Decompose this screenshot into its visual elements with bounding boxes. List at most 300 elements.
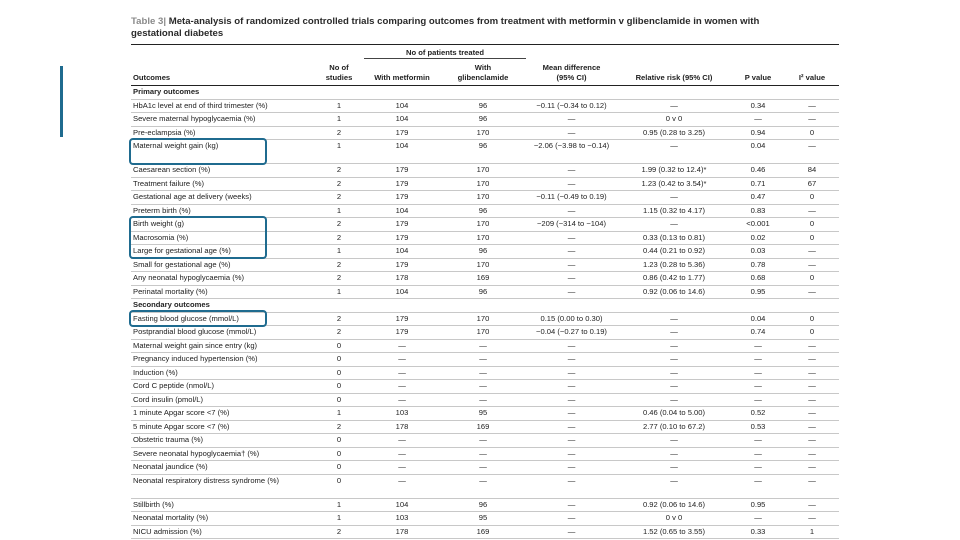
cell-with-glibenclamide: 95 [440,512,526,526]
cell-relative-risk: 0.44 (0.21 to 0.92) [617,245,731,259]
cell-with-metformin: 104 [364,285,440,299]
cell-outcomes: Small for gestational age (%) [131,258,314,272]
cell-outcomes: Secondary outcomes [131,299,314,313]
cell-with-glibenclamide: — [440,353,526,367]
cell-with-glibenclamide: 170 [440,218,526,232]
cell-with-glibenclamide: 169 [440,420,526,434]
cell-p-value: 0.34 [731,99,785,113]
cell-p-value: — [731,393,785,407]
table-row [131,113,839,127]
cell-with-metformin: 178 [364,420,440,434]
cell-outcomes: NICU admission (%) [131,525,314,539]
cell-outcomes: Treatment failure (%) [131,177,314,191]
cell-with-glibenclamide: 170 [440,312,526,326]
cell-with-metformin: 179 [364,312,440,326]
cell-relative-risk: 1.23 (0.28 to 5.36) [617,258,731,272]
cell-outcomes: Any neonatal hypoglycaemia (%) [131,272,314,286]
cell-p-value: 0.83 [731,204,785,218]
cell-mean-difference: — [526,245,617,259]
cell-with-metformin: — [364,380,440,394]
cell-with-metformin: — [364,474,440,498]
cell-outcomes: Neonatal respiratory distress syndrome (%) [131,474,314,498]
cell-mean-difference: — [526,434,617,448]
table-row [131,393,839,407]
cell-with-glibenclamide: 170 [440,177,526,191]
cell-p-value: 0.04 [731,312,785,326]
cell-mean-difference: — [526,258,617,272]
cell-outcomes: Severe neonatal hypoglycaemia† (%) [131,447,314,461]
cell-i2-value: — [785,474,839,498]
cell-p-value: 0.94 [731,126,785,140]
cell-with-metformin: 179 [364,191,440,205]
cell-p-value: <0.001 [731,218,785,232]
cell-with-glibenclamide: — [440,380,526,394]
cell-relative-risk: — [617,434,731,448]
cell-relative-risk: — [617,366,731,380]
cell-relative-risk: — [617,312,731,326]
cell-no-of-studies: 0 [314,339,364,353]
cell-p-value: 0.68 [731,272,785,286]
cell-no-of-studies: 2 [314,326,364,340]
cell-outcomes: Primary outcomes [131,86,314,100]
table-row [131,525,839,539]
cell-i2-value: — [785,113,839,127]
cell-outcomes: Maternal weight gain since entry (kg) [131,339,314,353]
cell-outcomes: Cord C peptide (nmol/L) [131,380,314,394]
cell-outcomes: Gestational age at delivery (weeks) [131,191,314,205]
cell-mean-difference [526,86,617,100]
cell-no-of-studies: 0 [314,474,364,498]
cell-outcomes: Postprandial blood glucose (mmol/L) [131,326,314,340]
table-row [131,326,839,340]
cell-with-glibenclamide: 96 [440,204,526,218]
table-row [131,366,839,380]
cell-no-of-studies: 2 [314,164,364,178]
cell-p-value: 0.03 [731,245,785,259]
column-header-i2-value: I² value [785,59,839,86]
cell-no-of-studies [314,86,364,100]
table-row [131,177,839,191]
cell-outcomes: Obstetric trauma (%) [131,434,314,448]
cell-i2-value: 1 [785,525,839,539]
cell-no-of-studies [314,299,364,313]
cell-with-metformin: 104 [364,99,440,113]
cell-no-of-studies: 0 [314,353,364,367]
table-row [131,164,839,178]
cell-no-of-studies: 0 [314,366,364,380]
cell-relative-risk: 0 v 0 [617,512,731,526]
cell-outcomes: Maternal weight gain (kg) [131,140,314,164]
cell-mean-difference: — [526,461,617,475]
cell-with-metformin: 179 [364,126,440,140]
cell-with-glibenclamide: 170 [440,326,526,340]
cell-no-of-studies: 0 [314,461,364,475]
meta-analysis-table [131,44,839,539]
cell-outcomes: Pregnancy induced hypertension (%) [131,353,314,367]
cell-mean-difference: 0.15 (0.00 to 0.30) [526,312,617,326]
cell-mean-difference: −0.04 (−0.27 to 0.19) [526,326,617,340]
cell-p-value: 0.78 [731,258,785,272]
cell-with-glibenclamide: 96 [440,498,526,512]
cell-i2-value: 0 [785,326,839,340]
cell-relative-risk: 1.15 (0.32 to 4.17) [617,204,731,218]
cell-p-value: 0.52 [731,407,785,421]
cell-outcomes: Perinatal mortality (%) [131,285,314,299]
cell-no-of-studies: 2 [314,231,364,245]
cell-p-value: — [731,512,785,526]
cell-with-glibenclamide: 170 [440,164,526,178]
cell-i2-value: 0 [785,312,839,326]
cell-mean-difference: — [526,113,617,127]
cell-with-metformin: 104 [364,498,440,512]
cell-mean-difference: — [526,474,617,498]
cell-relative-risk: 0 v 0 [617,113,731,127]
table-row [131,447,839,461]
cell-outcomes: Neonatal jaundice (%) [131,461,314,475]
section-header-row [131,86,839,100]
cell-mean-difference: −0.11 (−0.49 to 0.19) [526,191,617,205]
cell-p-value: — [731,113,785,127]
cell-with-glibenclamide: 170 [440,231,526,245]
cell-p-value: 0.04 [731,140,785,164]
cell-outcomes: Induction (%) [131,366,314,380]
cell-with-metformin [364,299,440,313]
cell-mean-difference: −209 (−314 to −104) [526,218,617,232]
cell-no-of-studies: 0 [314,447,364,461]
cell-with-glibenclamide: — [440,434,526,448]
table-row [131,218,839,232]
cell-relative-risk: 1.23 (0.42 to 3.54)* [617,177,731,191]
cell-outcomes: 5 minute Apgar score <7 (%) [131,420,314,434]
cell-p-value: 0.47 [731,191,785,205]
cell-with-metformin: — [364,393,440,407]
cell-with-glibenclamide: 170 [440,126,526,140]
cell-no-of-studies: 1 [314,113,364,127]
cell-with-metformin: 103 [364,512,440,526]
cell-with-glibenclamide: 96 [440,113,526,127]
cell-with-glibenclamide: 95 [440,407,526,421]
cell-relative-risk: 0.33 (0.13 to 0.81) [617,231,731,245]
table-row [131,312,839,326]
cell-no-of-studies: 2 [314,191,364,205]
cell-outcomes: 1 minute Apgar score <7 (%) [131,407,314,421]
cell-with-metformin: 179 [364,218,440,232]
cell-outcomes: Stillbirth (%) [131,498,314,512]
table-title [131,16,846,40]
title-line-1: Meta-analysis of randomized controlled trials comparing outcomes from treatment with metformin v glibenclamide in women with [166,16,760,27]
table-row [131,272,839,286]
cell-relative-risk: 0.92 (0.06 to 14.6) [617,498,731,512]
cell-mean-difference: — [526,177,617,191]
cell-i2-value [785,86,839,100]
column-header-relative-risk: Relative risk (95% CI) [617,59,731,86]
cell-with-glibenclamide: — [440,366,526,380]
cell-no-of-studies: 2 [314,525,364,539]
cell-p-value [731,299,785,313]
cell-p-value: 0.46 [731,164,785,178]
cell-with-glibenclamide: — [440,339,526,353]
cell-i2-value: — [785,420,839,434]
cell-outcomes: Macrosomia (%) [131,231,314,245]
cell-no-of-studies: 2 [314,312,364,326]
cell-mean-difference: — [526,164,617,178]
cell-no-of-studies: 2 [314,126,364,140]
cell-no-of-studies: 0 [314,380,364,394]
cell-p-value: 0.33 [731,525,785,539]
column-header-no-of-studies: No of studies [314,59,364,86]
cell-with-glibenclamide [440,299,526,313]
table-row [131,258,839,272]
cell-with-metformin: — [364,366,440,380]
column-header-p-value: P value [731,59,785,86]
cell-relative-risk: 2.77 (0.10 to 67.2) [617,420,731,434]
cell-i2-value: 0 [785,231,839,245]
cell-p-value: — [731,353,785,367]
cell-with-metformin: 179 [364,231,440,245]
cell-mean-difference: — [526,126,617,140]
cell-p-value [731,86,785,100]
section-header-row [131,299,839,313]
cell-with-glibenclamide: 96 [440,140,526,164]
cell-mean-difference: — [526,525,617,539]
cell-p-value: — [731,474,785,498]
cell-relative-risk: — [617,339,731,353]
cell-with-metformin: 104 [364,140,440,164]
cell-with-metformin: 178 [364,272,440,286]
column-header-with-metformin: With metformin [364,59,440,86]
cell-relative-risk: — [617,380,731,394]
cell-i2-value: — [785,461,839,475]
cell-no-of-studies: 1 [314,512,364,526]
cell-relative-risk [617,299,731,313]
cell-mean-difference: −0.11 (−0.34 to 0.12) [526,99,617,113]
cell-relative-risk: — [617,140,731,164]
group-header: No of patients treated [364,45,526,59]
cell-relative-risk: — [617,218,731,232]
cell-with-glibenclamide: 96 [440,99,526,113]
cell-p-value: — [731,434,785,448]
cell-relative-risk: — [617,474,731,498]
cell-with-metformin [364,86,440,100]
cell-relative-risk: 0.86 (0.42 to 1.77) [617,272,731,286]
cell-with-metformin: — [364,434,440,448]
cell-no-of-studies: 1 [314,140,364,164]
table-label: Table 3| [131,16,167,27]
cell-no-of-studies: 2 [314,177,364,191]
cell-with-metformin: 179 [364,177,440,191]
cell-i2-value: — [785,407,839,421]
cell-i2-value: — [785,434,839,448]
cell-with-glibenclamide: 169 [440,272,526,286]
cell-mean-difference: — [526,353,617,367]
cell-mean-difference: — [526,420,617,434]
cell-i2-value: — [785,380,839,394]
table-row [131,231,839,245]
cell-relative-risk: — [617,461,731,475]
cell-outcomes: Pre-eclampsia (%) [131,126,314,140]
cell-no-of-studies: 0 [314,434,364,448]
cell-mean-difference: — [526,407,617,421]
title-line-2: gestational diabetes [131,28,224,39]
column-header-outcomes: Outcomes [131,59,314,86]
cell-no-of-studies: 1 [314,407,364,421]
cell-outcomes: Caesarean section (%) [131,164,314,178]
cell-mean-difference: — [526,380,617,394]
cell-no-of-studies: 1 [314,245,364,259]
cell-with-glibenclamide [440,86,526,100]
table-row [131,434,839,448]
table-row [131,512,839,526]
cell-mean-difference: — [526,447,617,461]
cell-outcomes: Severe maternal hypoglycaemia (%) [131,113,314,127]
table-row [131,407,839,421]
cell-p-value: 0.74 [731,326,785,340]
cell-relative-risk: 1.99 (0.32 to 12.4)* [617,164,731,178]
cell-with-glibenclamide: 170 [440,191,526,205]
cell-outcomes: Fasting blood glucose (mmol/L) [131,312,314,326]
cell-i2-value: — [785,353,839,367]
cell-mean-difference: — [526,204,617,218]
table-row [131,285,839,299]
cell-p-value: 0.02 [731,231,785,245]
column-header-with-glibenclamide: With glibenclamide [440,59,526,86]
cell-i2-value: — [785,366,839,380]
cell-outcomes: Birth weight (g) [131,218,314,232]
cell-p-value: — [731,447,785,461]
cell-no-of-studies: 1 [314,498,364,512]
cell-with-glibenclamide: — [440,461,526,475]
cell-mean-difference: — [526,272,617,286]
table-row [131,140,839,164]
cell-mean-difference: — [526,231,617,245]
cell-outcomes: Cord insulin (pmol/L) [131,393,314,407]
cell-with-glibenclamide: 170 [440,258,526,272]
accent-bar [60,66,63,137]
cell-i2-value: — [785,140,839,164]
cell-mean-difference: — [526,366,617,380]
cell-mean-difference: — [526,512,617,526]
cell-i2-value: 84 [785,164,839,178]
table-row [131,245,839,259]
table-row [131,420,839,434]
cell-i2-value: — [785,285,839,299]
cell-relative-risk: 0.95 (0.28 to 3.25) [617,126,731,140]
cell-with-metformin: 104 [364,204,440,218]
cell-p-value: — [731,339,785,353]
cell-relative-risk: — [617,393,731,407]
cell-no-of-studies: 2 [314,258,364,272]
cell-i2-value: 67 [785,177,839,191]
cell-with-glibenclamide: — [440,474,526,498]
cell-with-metformin: — [364,353,440,367]
cell-with-metformin: 103 [364,407,440,421]
table-row [131,474,839,498]
cell-with-metformin: 178 [364,525,440,539]
cell-no-of-studies: 1 [314,204,364,218]
cell-with-metformin: 104 [364,113,440,127]
cell-mean-difference [526,299,617,313]
cell-p-value: — [731,380,785,394]
cell-i2-value: 0 [785,218,839,232]
cell-p-value: 0.71 [731,177,785,191]
cell-with-metformin: — [364,447,440,461]
cell-with-metformin: — [364,339,440,353]
column-header-mean-difference: Mean difference (95% CI) [526,59,617,86]
cell-with-glibenclamide: 96 [440,245,526,259]
table-row [131,461,839,475]
cell-outcomes: Neonatal mortality (%) [131,512,314,526]
cell-mean-difference: — [526,498,617,512]
cell-no-of-studies: 2 [314,420,364,434]
cell-no-of-studies: 1 [314,99,364,113]
cell-p-value: 0.95 [731,498,785,512]
cell-i2-value: 0 [785,126,839,140]
cell-relative-risk: — [617,447,731,461]
cell-no-of-studies: 2 [314,218,364,232]
cell-relative-risk [617,86,731,100]
table-row [131,380,839,394]
cell-mean-difference: — [526,393,617,407]
cell-i2-value: — [785,512,839,526]
cell-i2-value: 0 [785,272,839,286]
cell-p-value: 0.53 [731,420,785,434]
cell-i2-value: — [785,99,839,113]
cell-with-metformin: 104 [364,245,440,259]
cell-with-glibenclamide: 96 [440,285,526,299]
table-row [131,126,839,140]
cell-mean-difference: — [526,285,617,299]
cell-with-metformin: 179 [364,164,440,178]
cell-with-glibenclamide: — [440,393,526,407]
table-row [131,498,839,512]
cell-outcomes: Preterm birth (%) [131,204,314,218]
cell-i2-value: — [785,258,839,272]
cell-relative-risk: 0.46 (0.04 to 5.00) [617,407,731,421]
cell-i2-value [785,299,839,313]
cell-i2-value: — [785,245,839,259]
table-row [131,99,839,113]
cell-no-of-studies: 1 [314,285,364,299]
cell-with-glibenclamide: 169 [440,525,526,539]
cell-i2-value: — [785,204,839,218]
cell-p-value: — [731,366,785,380]
table-row [131,191,839,205]
cell-relative-risk: 0.92 (0.06 to 14.6) [617,285,731,299]
cell-p-value: 0.95 [731,285,785,299]
cell-relative-risk: — [617,353,731,367]
table-row [131,204,839,218]
cell-i2-value: — [785,498,839,512]
cell-relative-risk: 1.52 (0.65 to 3.55) [617,525,731,539]
cell-with-metformin: 179 [364,258,440,272]
table-row [131,353,839,367]
cell-outcomes: HbA1c level at end of third trimester (%) [131,99,314,113]
cell-with-metformin: 179 [364,326,440,340]
cell-i2-value: 0 [785,191,839,205]
cell-mean-difference: −2.06 (−3.98 to −0.14) [526,140,617,164]
cell-i2-value: — [785,393,839,407]
cell-relative-risk: — [617,191,731,205]
cell-i2-value: — [785,447,839,461]
cell-p-value: — [731,461,785,475]
table-row [131,339,839,353]
cell-mean-difference: — [526,339,617,353]
cell-outcomes: Large for gestational age (%) [131,245,314,259]
cell-with-metformin: — [364,461,440,475]
cell-no-of-studies: 0 [314,393,364,407]
cell-relative-risk: — [617,99,731,113]
cell-no-of-studies: 2 [314,272,364,286]
